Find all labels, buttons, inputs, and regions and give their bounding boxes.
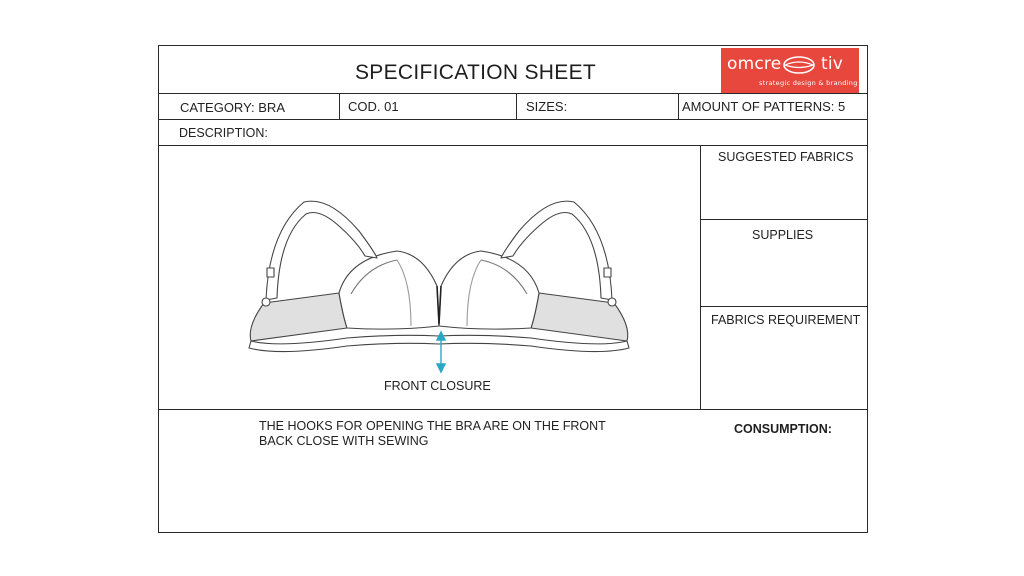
suggested-fabrics-label: SUGGESTED FABRICS (718, 150, 854, 164)
note-line-2: BACK CLOSE WITH SEWING (259, 434, 429, 448)
left-strap-ring (262, 298, 270, 306)
supplies-label: SUPPLIES (752, 228, 814, 242)
right-strap-slider (604, 268, 611, 277)
left-strap-slider (267, 268, 274, 277)
note-line-1: THE HOOKS FOR OPENING THE BRA ARE ON THE FRONT (259, 419, 606, 433)
front-closure-label: FRONT CLOSURE (384, 379, 491, 393)
right-strap-ring (608, 298, 616, 306)
sizes-field: SIZES: (526, 99, 568, 114)
code-field: COD. 01 (348, 99, 399, 114)
page-title: SPECIFICATION SHEET (355, 61, 597, 84)
patterns-field: AMOUNT OF PATTERNS: 5 (682, 99, 846, 114)
fabrics-requirement-label: FABRICS REQUIREMENT (711, 313, 861, 327)
category-field: CATEGORY: BRA (180, 100, 285, 115)
logo-text-right: tiv (821, 54, 844, 74)
front-closure-arrow (437, 332, 445, 372)
specification-sheet (158, 45, 868, 533)
consumption-label: CONSUMPTION: (734, 422, 832, 436)
bra-technical-drawing (159, 46, 866, 531)
description-label: DESCRIPTION: (179, 126, 268, 140)
logo-text-left: omcre (727, 54, 782, 74)
logo-tagline: strategic design & branding (759, 79, 858, 87)
